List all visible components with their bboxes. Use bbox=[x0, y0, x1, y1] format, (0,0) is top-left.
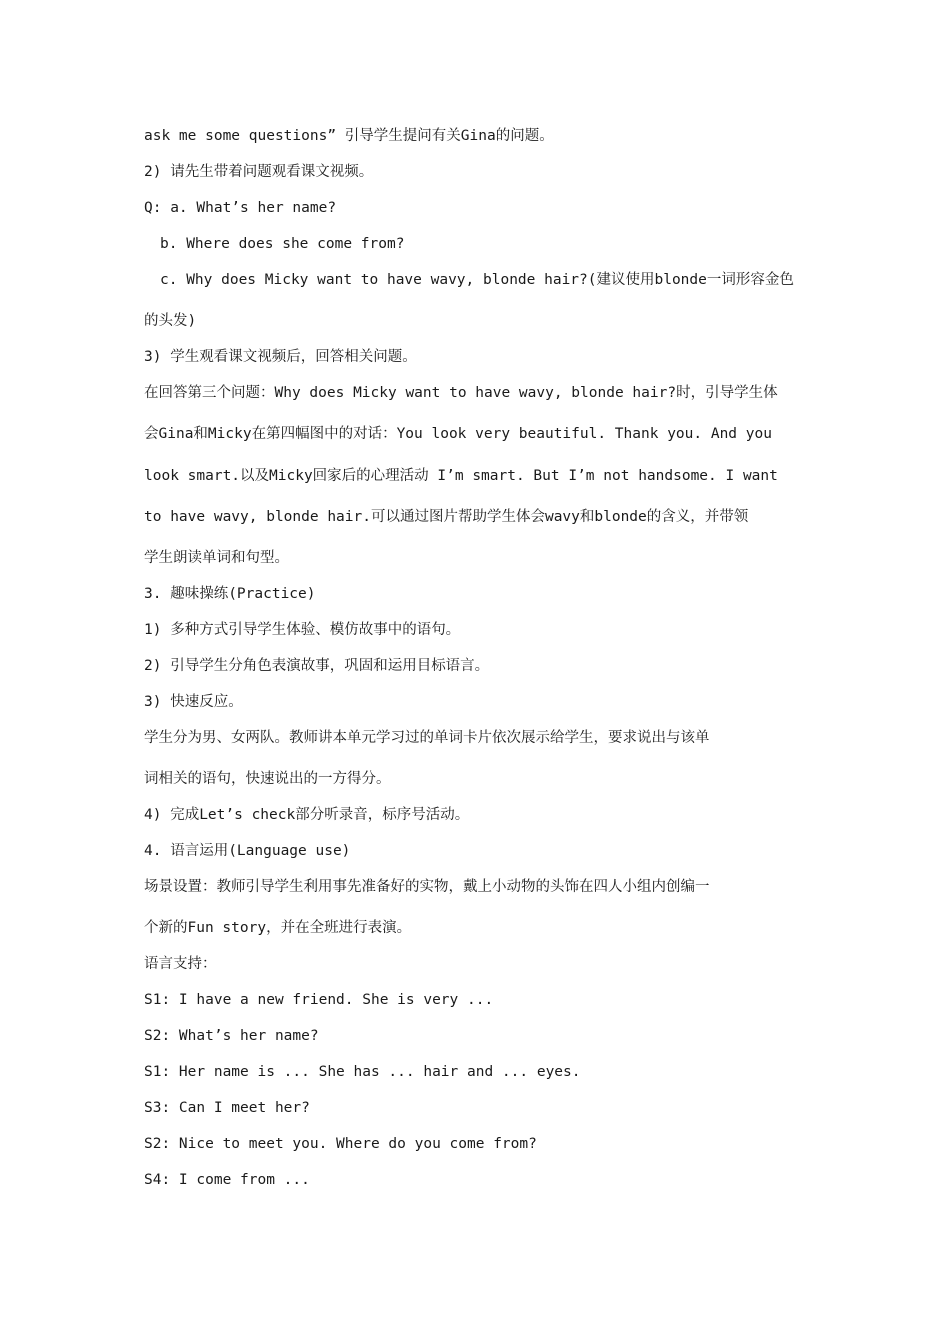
text-line: 词相关的语句，快速说出的一方得分。 bbox=[144, 771, 391, 787]
text-line: 2) 请先生带着问题观看课文视频。 bbox=[144, 164, 374, 180]
text-line: 1) 多种方式引导学生体验、模仿故事中的语句。 bbox=[144, 622, 461, 638]
text-line: ask me some questions” 引导学生提问有关Gina的问题。 bbox=[144, 128, 554, 144]
text-line: Q: a. What’s her name? bbox=[144, 200, 337, 216]
text-line: 学生分为男、女两队。教师讲本单元学习过的单词卡片依次展示给学生，要求说出与该单 bbox=[144, 730, 710, 746]
dialogue-line: S1: I have a new friend. She is very ... bbox=[144, 992, 494, 1008]
text-line: 4) 完成Let’s check部分听录音，标序号活动。 bbox=[144, 807, 470, 823]
dialogue-line: S1: Her name is ... She has ... hair and ... eyes. bbox=[144, 1064, 581, 1080]
text-line: b. Where does she come from? bbox=[160, 236, 405, 252]
text-line: 2) 引导学生分角色表演故事，巩固和运用目标语言。 bbox=[144, 658, 490, 674]
text-line: 场景设置：教师引导学生利用事先准备好的实物，戴上小动物的头饰在四人小组内创编一 bbox=[144, 879, 710, 895]
text-line: 学生朗读单词和句型。 bbox=[144, 550, 289, 566]
text-line: look smart.以及Micky回家后的心理活动 I’m smart. But I’m not handsome. I want bbox=[144, 468, 778, 484]
text-line: 的头发) bbox=[144, 313, 197, 329]
text-line: to have wavy, blonde hair.可以通过图片帮助学生体会wavy和blonde的含义，并带领 bbox=[144, 509, 749, 525]
section-heading: 3. 趣味操练(Practice) bbox=[144, 586, 316, 602]
dialogue-line: S3: Can I meet her? bbox=[144, 1100, 310, 1116]
text-line: 会Gina和Micky在第四幅图中的对话：You look very beautiful. Thank you. And you bbox=[144, 426, 772, 442]
text-line: 语言支持： bbox=[144, 956, 217, 972]
text-line: c. Why does Micky want to have wavy, blonde hair?(建议使用blonde一词形容金色 bbox=[160, 272, 794, 288]
dialogue-line: S4: I come from ... bbox=[144, 1172, 310, 1188]
section-heading: 4. 语言运用(Language use) bbox=[144, 843, 351, 859]
dialogue-line: S2: What’s her name? bbox=[144, 1028, 319, 1044]
dialogue-line: S2: Nice to meet you. Where do you come from? bbox=[144, 1136, 537, 1152]
text-line: 3) 快速反应。 bbox=[144, 694, 243, 710]
text-line: 个新的Fun story，并在全班进行表演。 bbox=[144, 920, 412, 936]
text-line: 3) 学生观看课文视频后，回答相关问题。 bbox=[144, 349, 417, 365]
text-line: 在回答第三个问题：Why does Micky want to have wavy, blonde hair?时，引导学生体 bbox=[144, 385, 778, 401]
